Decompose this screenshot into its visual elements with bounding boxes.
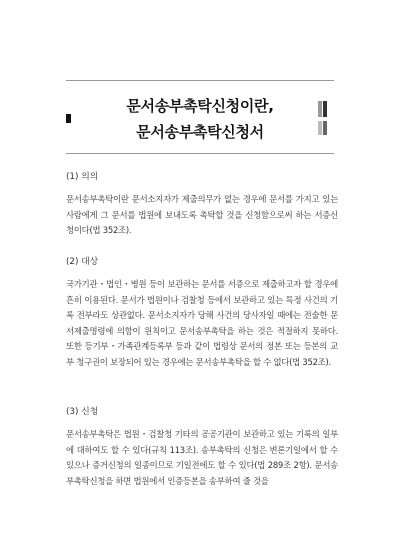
decor-bar: [323, 121, 327, 135]
decorative-bars-icon: [318, 101, 330, 135]
section-body: 문서송부촉탁은 법원・검찰청 기타의 공공기관이 보관하고 있는 기록의 일부에 대하여도 할 수 있다(규칙 113조). 송부촉탁의 신청은 변론기일에서 할 수 있으나 증거신청의 일종이므로 기일전에도 할 수 있다(법 289조 2항). 문서송부촉탁신청을 하면 법원에서 인증등본을 송부하여 줄 것을: [66, 429, 338, 486]
section-body: 국가기관・법인・병원 등이 보관하는 문서를 서증으로 제출하고자 할 경우에 흔히 이용된다. 문서가 법원이나 검찰청 등에서 보관하고 있는 특정 사건의 기록 전부라도 상관없다. 문서소지자가 당해 사건의 당사자일 때에는 전술한 문서제출명령에 의함이 원칙이고 문서송부촉탁을 하는 것은 적절하지 못하다. 또한 등기부・가족관계등록부 등과 같이 법령상 문서의 정본 또는 등본의 교부 청구권이 보장되어 있는 경우에는 문서송부촉탁을 할 수 없다(법 352조).: [66, 279, 338, 367]
decor-bar: [323, 101, 327, 117]
section-body: 문서송부촉탁이란 문서소지자가 제출의무가 없는 경우에 문서를 가지고 있는 사람에게 그 문서를 법원에 보내도록 촉탁할 것을 신청함으로써 하는 서증신청이다(법 352조).: [66, 194, 338, 235]
title-box: [66, 80, 334, 154]
decor-bar: [318, 101, 322, 117]
decorative-marker-icon: [66, 114, 71, 123]
decor-bar: [318, 121, 322, 135]
section-application: [66, 404, 338, 489]
section-heading: (1) 의의: [66, 172, 99, 182]
page-title: 문서송부촉탁신청이란,: [126, 97, 274, 115]
section-target: [66, 254, 338, 370]
section-heading: (2) 대상: [66, 257, 99, 267]
section-meaning: [66, 169, 338, 239]
page-subtitle: 문서송부촉탁신청서: [136, 123, 264, 141]
section-heading: (3) 신청: [66, 407, 99, 417]
